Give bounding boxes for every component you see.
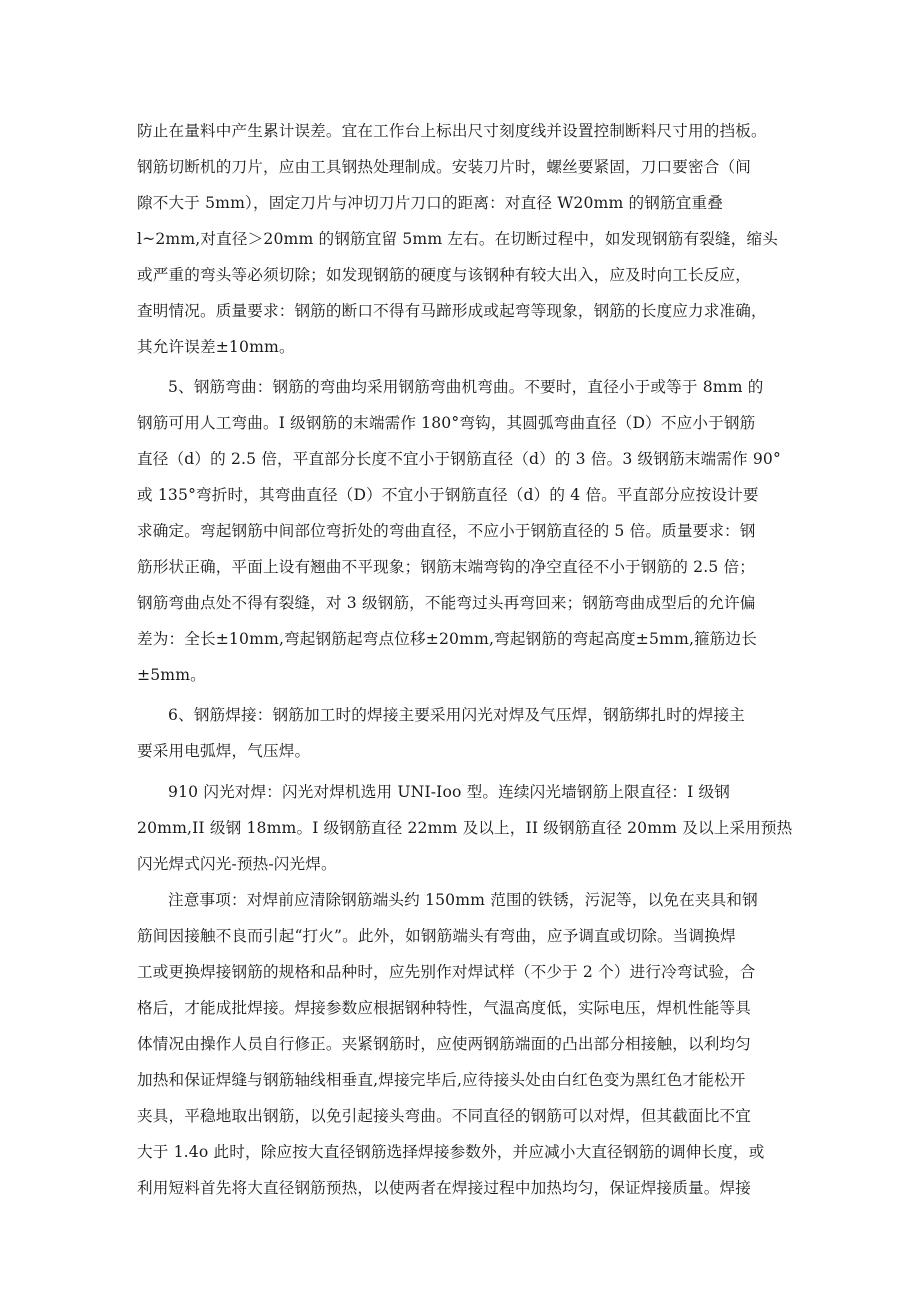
text-line: 差为：全长±10mm,弯起钢筋起弯点位移±20mm,弯起钢筋的弯起高度±5mm,箍筋边长 [137, 630, 758, 648]
text-line: 防止在量料中产生累计误差。宜在工作台上标出尺寸刻度线并设置控制断料尺寸用的挡板。 [137, 122, 767, 140]
text-line: 或 135°弯折时，其弯曲直径（D）不宜小于钢筋直径（d）的 4 倍。平直部分应按设计要 [137, 486, 759, 504]
text-line: 6、钢筋焊接：钢筋加工时的焊接主要采用闪光对焊及气压焊，钢筋绑扎时的焊接主 [168, 706, 745, 724]
text-line: 闪光焊式闪光-预热-闪光焊。 [137, 855, 337, 873]
text-line: 利用短料首先将大直径钢筋预热，以使两者在焊接过程中加热均匀，保证焊接质量。焊接 [137, 1179, 752, 1197]
text-line: 隙不大于 5mm），固定刀片与冲切刀片刀口的距离：对直径 W20mm 的钢筋宜重叠 [137, 194, 723, 212]
text-line: 直径（d）的 2.5 倍，平直部分长度不宜小于钢筋直径（d）的 3 倍。3 级钢筋末端需作 90° [137, 450, 781, 468]
text-line: ±5mm。 [137, 666, 206, 684]
text-line: 要采用电弧焊，气压焊。 [137, 742, 311, 760]
text-line: 大于 1.4o 此时，除应按大直径钢筋选择焊接参数外，并应减小大直径钢筋的调伸长度，或 [137, 1143, 765, 1161]
text-line: 910 闪光对焊：闪光对焊机选用 UNI-Ioo 型。连续闪光墙钢筋上限直径：I 级钢 [168, 783, 730, 801]
text-line: 钢筋切断机的刀片，应由工具钢热处理制成。安装刀片时，螺丝要紧固，刀口要密合（间 [137, 158, 752, 176]
text-line: 钢筋弯曲点处不得有裂缝，对 3 级钢筋，不能弯过头再弯回来；钢筋弯曲成型后的允许偏 [137, 594, 756, 612]
text-line: 查明情况。质量要求：钢筋的断口不得有马蹄形成或起弯等现象，钢筋的长度应力求准确， [137, 302, 767, 320]
text-line: 格后，才能成批焊接。焊接参数应根据钢种特性，气温高度低，实际电压，焊机性能等具 [137, 999, 752, 1017]
text-line: 筋间因接触不良而引起“打火”。此外，如钢筋端头有弯曲，应予调直或切除。当调换焊 [137, 927, 736, 945]
text-line: 或严重的弯头等必须切除；如发现钢筋的硬度与该钢种有较大出入，应及时向工长反应， [137, 266, 752, 284]
text-line: 注意事项：对焊前应清除钢筋端头约 150mm 范围的铁锈，污泥等，以免在夹具和钢 [168, 891, 758, 909]
text-line: 钢筋可用人工弯曲。I 级钢筋的末端需作 180°弯钩，其圆弧弯曲直径（D）不应小于钢筋 [137, 414, 756, 432]
text-line: 筋形状正确，平面上设有翘曲不平现象；钢筋末端弯钩的净空直径不小于钢筋的 2.5 倍； [137, 558, 755, 576]
text-line: l~2mm,对直径＞20mm 的钢筋宜留 5mm 左右。在切断过程中，如发现钢筋有裂缝，缩头 [137, 230, 778, 248]
text-line: 工或更换焊接钢筋的规格和品种时，应先别作对焊试样（不少于 2 个）进行冷弯试验，合 [137, 963, 756, 981]
text-line: 加热和保证焊缝与钢筋轴线相垂直,焊接完毕后,应待接头处由白红色变为黑红色才能松开 [137, 1071, 746, 1089]
text-line: 5、钢筋弯曲：钢筋的弯曲均采用钢筋弯曲机弯曲。不要时，直径小于或等于 8mm 的 [168, 378, 764, 396]
text-line: 体情况由操作人员自行修正。夹紧钢筋时，应使两钢筋端面的凸出部分相接触，以利均匀 [137, 1035, 752, 1053]
text-line: 其允许误差±10mm。 [137, 338, 295, 356]
text-line: 夹具，平稳地取出钢筋，以免引起接头弯曲。不同直径的钢筋可以对焊，但其截面比不宜 [137, 1107, 752, 1125]
text-line: 求确定。弯起钢筋中间部位弯折处的弯曲直径，不应小于钢筋直径的 5 倍。质量要求：钢 [137, 522, 756, 540]
text-line: 20mm,II 级钢 18mm。I 级钢筋直径 22mm 及以上，II 级钢筋直径 20mm 及以上采用预热 [137, 819, 793, 837]
